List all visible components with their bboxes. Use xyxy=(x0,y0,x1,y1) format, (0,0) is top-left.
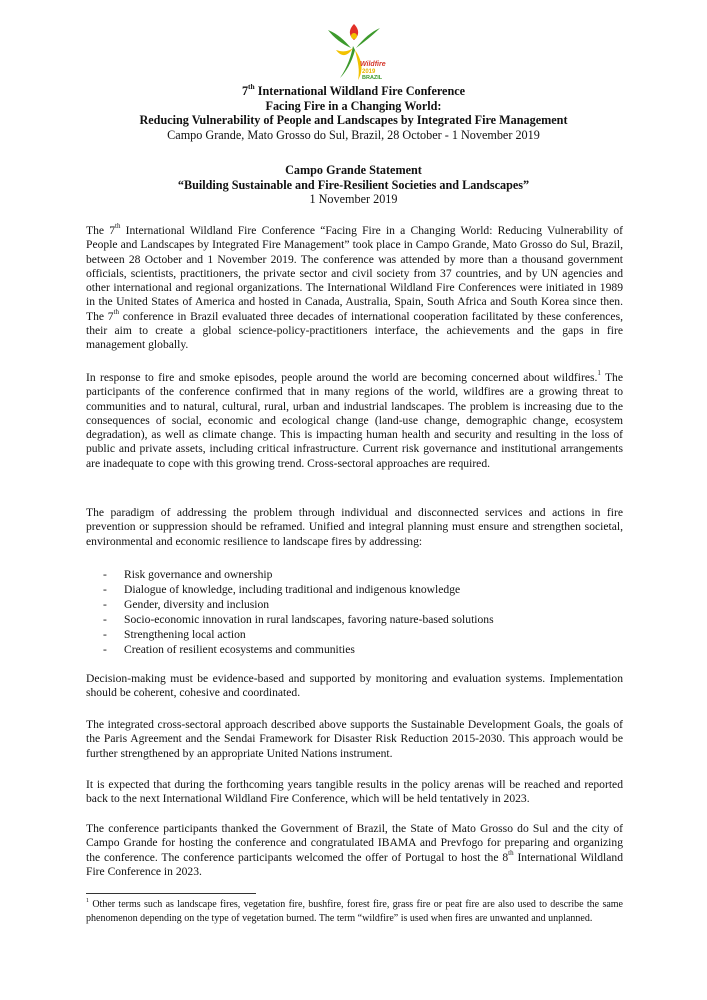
footnote-marker: 1 xyxy=(86,897,89,904)
statement-date: 1 November 2019 xyxy=(309,192,398,207)
statement-subtitle: “Building Sustainable and Fire-Resilient Societies and Landscapes” xyxy=(177,177,530,192)
conference-subtheme: Reducing Vulnerability of People and Landscapes by Integrated Fire Management xyxy=(139,113,568,128)
wildfire-2019-logo xyxy=(318,22,390,86)
conference-title: 7th International Wildland Fire Conference xyxy=(241,81,466,98)
paragraph-decision-making: Decision-making must be evidence-based and supported by monitoring and evaluation systems. Implementation should be coherent, cohesive and coordinated. xyxy=(86,672,623,700)
list-item: - Gender, diversity and inclusion xyxy=(103,597,270,611)
paragraph-acknowledgements: The conference participants thanked the Government of Brazil, the State of Mato Grosso do Sul and the city of Campo Grande for hosting the conference and congratulated IBAMA and Prevfogo for preparing and organizing the conference. The conference participants welcomed the offer of Portugal to host the 8th International Wildland Fire Conference in 2023. xyxy=(86,822,624,878)
logo-wordmark-country: BRAZIL xyxy=(362,75,383,81)
list-item: - Risk governance and ownership xyxy=(103,568,273,581)
conference-location-date: Campo Grande, Mato Grosso do Sul, Brazil, 28 October - 1 November 2019 xyxy=(167,127,540,142)
conference-header xyxy=(60,81,647,142)
footnote-reference: 1 xyxy=(597,369,601,378)
footnote: $^1$ Other terms such as landscape fires, vegetation fire, bushfire, forest fire, grass fire or peat fire are also used to describe the same phenomenon depending on the type of vegetation burned. The term “wildfire” is used when fires are unwanted and unplanned. xyxy=(86,897,623,924)
paragraph-problem: In response to fire and smoke episodes, people around the world are becoming concerned about wildfires.$^1$ The participants of the conference confirmed that in many regions of the world, wildfires are a growing threat to communities and to natural, cultural, rural, urban and industrial landscapes. The problem is increasing due to the consequences of social, economic and ecological change (land-use change, demographic change, ecosystem degradation), as well as climate change. This is impacting human health and security and resulting in the loss of public and private assets, including critical infrastructure. Current risk governance and institutional arrangements are inadequate to cope with this growing trend. Cross-sectoral approaches are required. xyxy=(86,369,623,470)
statement-heading xyxy=(60,163,647,207)
list-item: - Dialogue of knowledge, including traditional and indigenous knowledge xyxy=(103,582,461,596)
logo-wordmark-year: 2019 xyxy=(362,69,376,75)
paragraph-intro: The 7th International Wildland Fire Conference “Facing Fire in a Changing World: Reducing Vulnerability of People and Landscapes by Integrated Fire Management” took place in Campo Grande, Mato Grosso do Sul, Brazil, between 28 October and 1 November 2019. The conference was attended by more than a thousand government officials, scientists, practitioners, the private sector and civil society from 37 countries, and by UN agencies and other international and regional organizations. The International Wildland Fire Conferences were initiated in 1989 in the United States of America and hosted in Canada, Australia, Spain, South Africa and South Korea since then. The 7th conference in Brazil evaluated three decades of international cooperation facilitated by these conferences, their aim to create a global science-policy-practitioners interface, the achievements and the gaps in fire management globally. xyxy=(86,222,623,352)
list-item: - Socio-economic innovation in rural landscapes, favoring nature-based solutions xyxy=(103,612,494,626)
statement-title: Campo Grande Statement xyxy=(285,163,422,177)
paragraph-paradigm: The paradigm of addressing the problem through individual and disconnected services and actions in fire prevention or suppression should be reframed. Unified and integral planning must ensure and strengthen societal, environmental and economic resilience to landscape fires by addressing: xyxy=(86,506,623,548)
logo-wordmark-wildfire: Wildfire xyxy=(360,61,386,68)
paragraph-integrated-approach: The integrated cross-sectoral approach described above supports the Sustainable Development Goals, the goals of the Paris Agreement and the Sendai Framework for Disaster Risk Reduction 2015-2030. This approach would be further strengthened by an appropriate United Nations instrument. xyxy=(86,718,623,760)
list-item: - Strengthening local action xyxy=(103,627,246,641)
priority-list xyxy=(86,568,623,657)
list-item: - Creation of resilient ecosystems and communities xyxy=(103,642,355,656)
paragraph-expected-results: It is expected that during the forthcoming years tangible results in the policy arenas will be reached and reported back to the next International Wildland Fire Conference, which will be held tentatively in 2023. xyxy=(86,778,623,806)
conference-theme: Facing Fire in a Changing World: xyxy=(265,98,442,113)
footnote-divider xyxy=(86,893,256,894)
